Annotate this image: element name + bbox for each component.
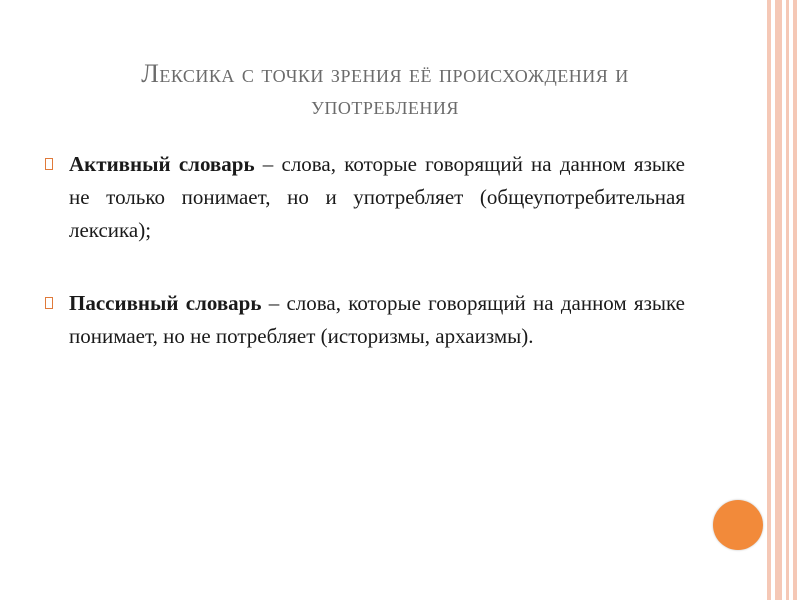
bullet-list bbox=[45, 148, 685, 393]
bullet-marker-icon bbox=[45, 158, 53, 170]
bullet-item-passive-vocabulary bbox=[45, 287, 685, 353]
decorative-circle-icon bbox=[713, 500, 763, 550]
decorative-border-stripe bbox=[786, 0, 789, 600]
decorative-border-stripe bbox=[775, 0, 782, 600]
bullet-term: Пассивный словарь bbox=[69, 291, 262, 315]
bullet-marker-icon bbox=[45, 297, 53, 309]
slide-title bbox=[40, 58, 730, 122]
bullet-term: Активный словарь bbox=[69, 152, 255, 176]
bullet-item-active-vocabulary bbox=[45, 148, 685, 247]
slide-title-line-2: употребления bbox=[311, 91, 459, 120]
decorative-border-stripe bbox=[793, 0, 797, 600]
bullet-text: – слова, которые говорящий на данном языке не только понимает, но и употребляет (общеупотребительная лексика); bbox=[69, 152, 685, 242]
slide-title-line-1: Лексика с точки зрения её происхождения и bbox=[141, 59, 629, 88]
bullet-text: – слова, которые говорящий на данном языке понимает, но не потребляет (историзмы, архаизмы). bbox=[69, 291, 685, 348]
decorative-border-stripe bbox=[767, 0, 771, 600]
